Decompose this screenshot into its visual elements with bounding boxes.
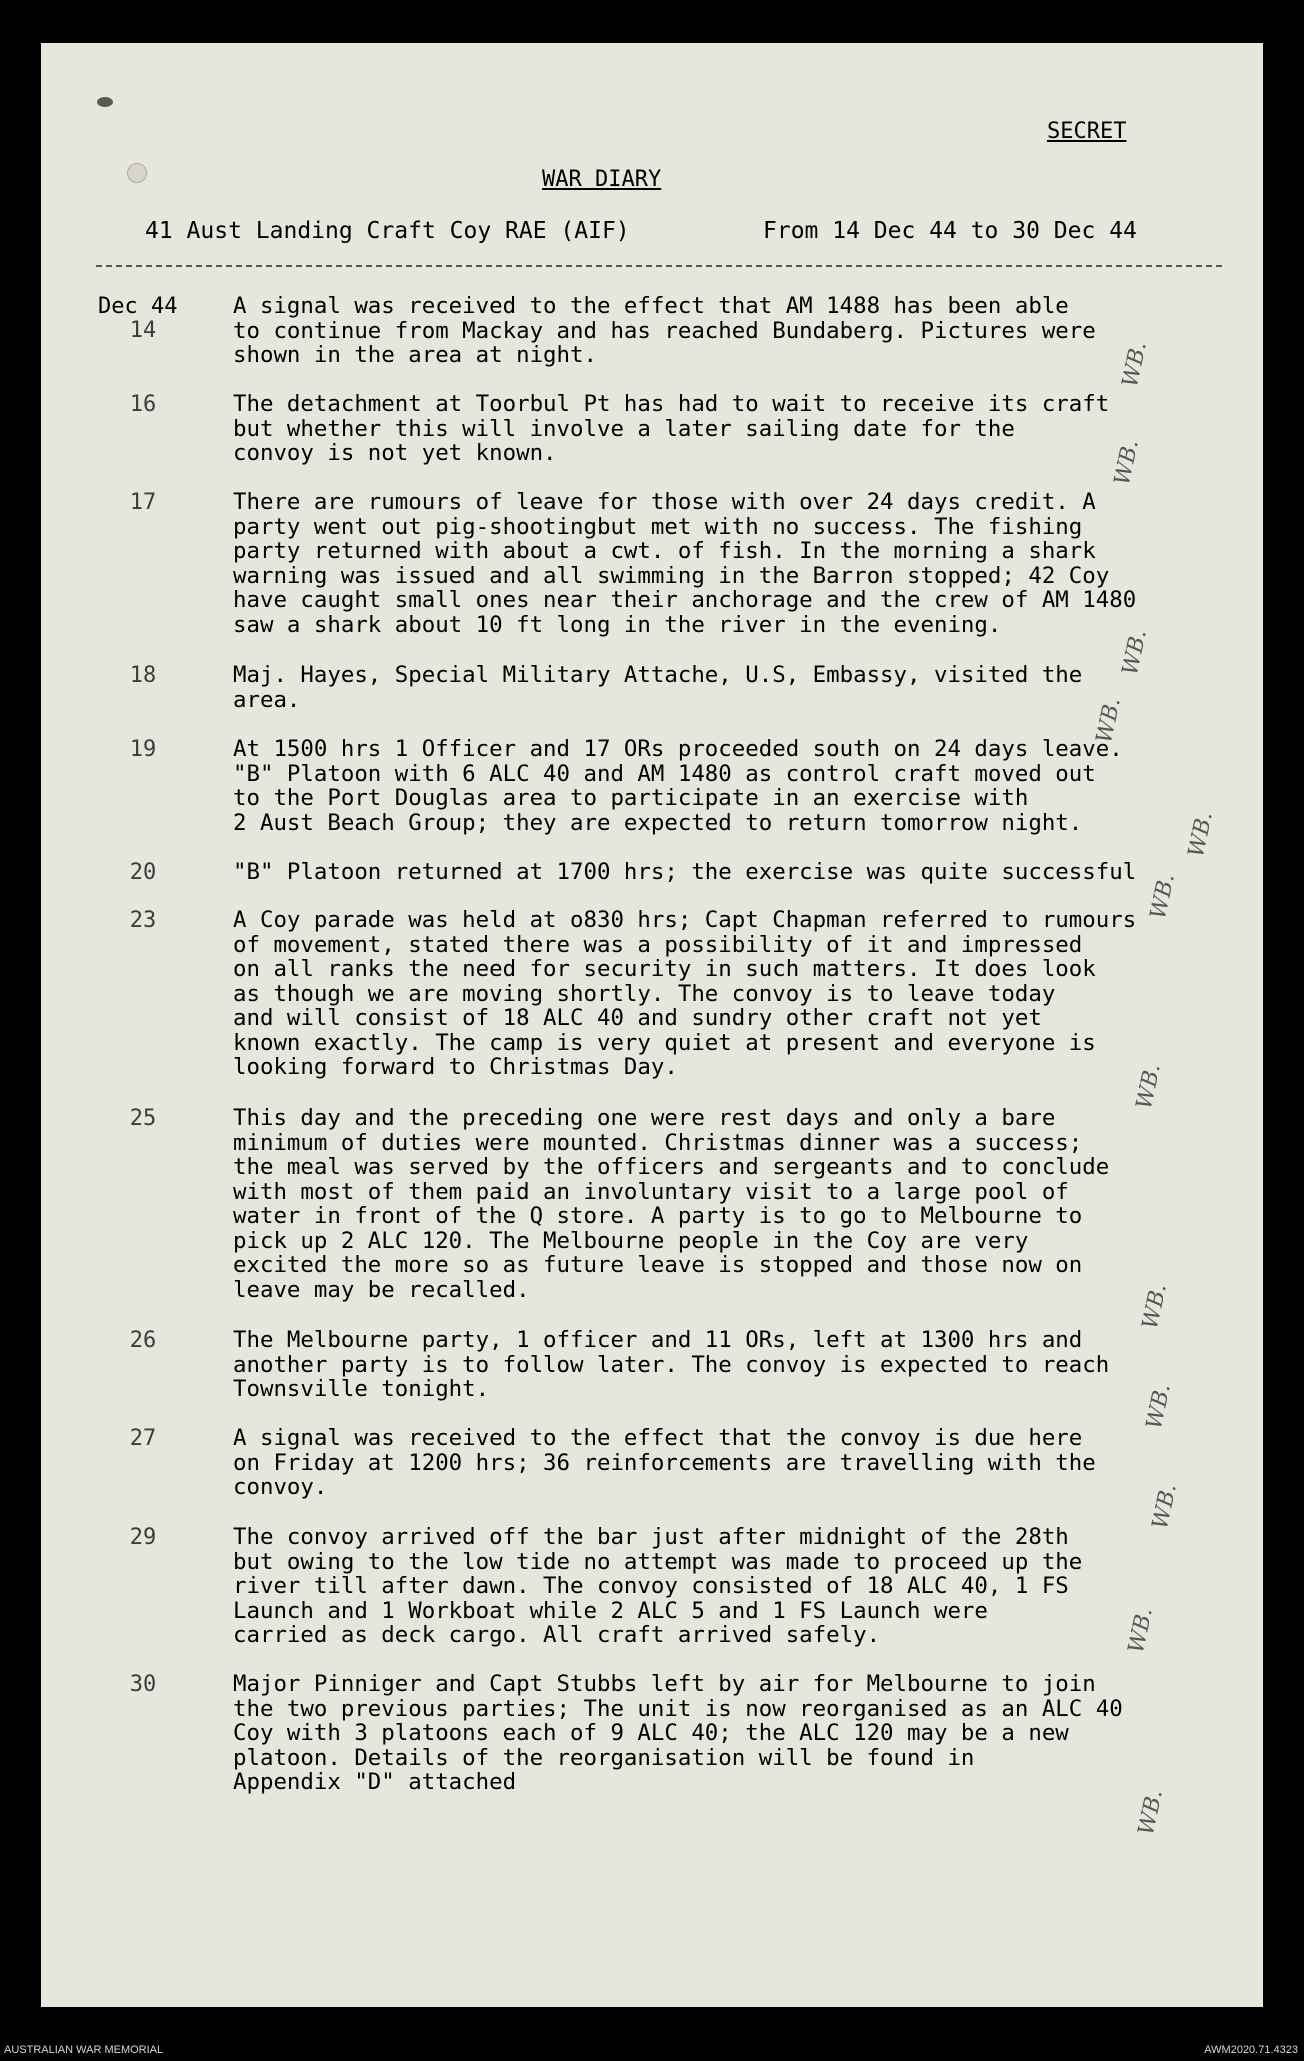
punch-hole	[97, 97, 113, 107]
month-label: Dec 44	[98, 294, 178, 319]
entry-text: A signal was received to the effect that the convoy is due here on Friday at 1200 hrs; 36 reinforcements are travelling with the convoy.	[233, 1425, 1096, 1500]
handwritten-initials: WB.	[1131, 1061, 1166, 1112]
entry-text: Maj. Hayes, Special Military Attache, U.S, Embassy, visited the area.	[233, 662, 1083, 713]
entry-day: 14	[129, 318, 157, 343]
entry-day: 20	[129, 860, 157, 885]
entry-day: 26	[129, 1328, 157, 1353]
entry-day: 18	[129, 663, 157, 688]
handwritten-initials: WB.	[1117, 339, 1152, 390]
entry-text: Major Pinniger and Capt Stubbs left by air for Melbourne to join the two previous parties; The unit is now reorganised as an ALC 40 Coy with 3 platoons each of 9 ALC 40; the ALC 120 may be a new platoon. Details of the reorganisation will be found in Appendix "D" attached	[233, 1671, 1123, 1795]
handwritten-initials: WB.	[1091, 695, 1126, 746]
entry-day: 17	[129, 490, 157, 515]
handwritten-initials: WB.	[1117, 627, 1152, 678]
document-title: WAR DIARY	[542, 167, 662, 192]
entry-text: "B" Platoon returned at 1700 hrs; the exercise was quite successful	[233, 859, 1137, 885]
entry-text: The detachment at Toorbul Pt has had to wait to receive its craft but whether this will involve a later sailing date for the convoy is not yet known.	[233, 391, 1110, 466]
entry-day: 16	[129, 392, 157, 417]
entry-day: 25	[129, 1106, 157, 1131]
diary-period: From 14 Dec 44 to 30 Dec 44	[763, 218, 1137, 244]
entry-text: The Melbourne party, 1 officer and 11 ORs, left at 1300 hrs and another party is to follow later. The convoy is expected to reach Townsville tonight.	[233, 1327, 1110, 1402]
entry-day: 23	[129, 908, 157, 933]
archive-credit: AUSTRALIAN WAR MEMORIAL	[4, 2044, 164, 2056]
archive-reference: AWM2020.71.4323	[1204, 2044, 1298, 2056]
header-rule	[96, 265, 1222, 267]
entry-text: The convoy arrived off the bar just after midnight of the 28th but owing to the low tide no attempt was made to proceed up the river till after dawn. The convoy consisted of 18 ALC 40, 1 FS Launch and 1 Workboat while 2 ALC 5 and 1 FS Launch were carried as deck cargo. All craft arrived safely.	[233, 1524, 1083, 1648]
unit-name: 41 Aust Landing Craft Coy RAE (AIF)	[145, 218, 630, 244]
handwritten-initials: WB.	[1109, 437, 1144, 488]
entry-text: A signal was received to the effect that AM 1488 has been able to continue from Mackay and has reached Bundaberg. Pictures were shown in the area at night.	[233, 293, 1096, 368]
entry-day: 30	[129, 1672, 157, 1697]
handwritten-initials: WB.	[1141, 1381, 1176, 1432]
handwritten-initials: WB.	[1145, 871, 1180, 922]
handwritten-initials: WB.	[1123, 1605, 1158, 1656]
handwritten-initials: WB.	[1147, 1481, 1182, 1532]
entry-text: There are rumours of leave for those with over 24 days credit. A party went out pig-shootingbut met with no success. The fishing party returned with about a cwt. of fish. In the morning a shark warning was issued and all swimming in the Barron stopped; 42 Coy have caught small ones near their anchorage and the crew of AM 1480 saw a shark about 10 ft long in the river in the evening.	[233, 489, 1137, 638]
handwritten-initials: WB.	[1137, 1281, 1172, 1332]
entry-day: 19	[129, 737, 157, 762]
entry-text: This day and the preceding one were rest days and only a bare minimum of duties were mounted. Christmas dinner was a success; the meal was served by the officers and sergeants and to conclude with most of them paid an involuntary visit to a large pool of water in front of the Q store. A party is to go to Melbourne to pick up 2 ALC 120. The Melbourne people in the Coy are very excited the more so as future leave is stopped and those now on leave may be recalled.	[233, 1105, 1110, 1303]
classification-label: SECRET	[1047, 119, 1127, 144]
entry-text: A Coy parade was held at o830 hrs; Capt Chapman referred to rumours of movement, stated there was a possibility of it and impressed on all ranks the need for security in such matters. It does look as though we are moving shortly. The convoy is to leave today and will consist of 18 ALC 40 and sundry other craft not yet known exactly. The camp is very quiet at present and everyone is looking forward to Christmas Day.	[233, 907, 1137, 1080]
handwritten-initials: WB.	[1183, 809, 1218, 860]
entry-day: 27	[129, 1426, 157, 1451]
handwritten-initials: WB.	[1133, 1787, 1168, 1838]
entry-text: At 1500 hrs 1 Officer and 17 ORs proceeded south on 24 days leave. "B" Platoon with 6 ALC 40 and AM 1480 as control craft moved out to the Port Douglas area to participate in an exercise with 2 Aust Beach Group; they are expected to return tomorrow night.	[233, 736, 1123, 836]
punch-hole	[127, 163, 147, 183]
entry-day: 29	[129, 1525, 157, 1550]
